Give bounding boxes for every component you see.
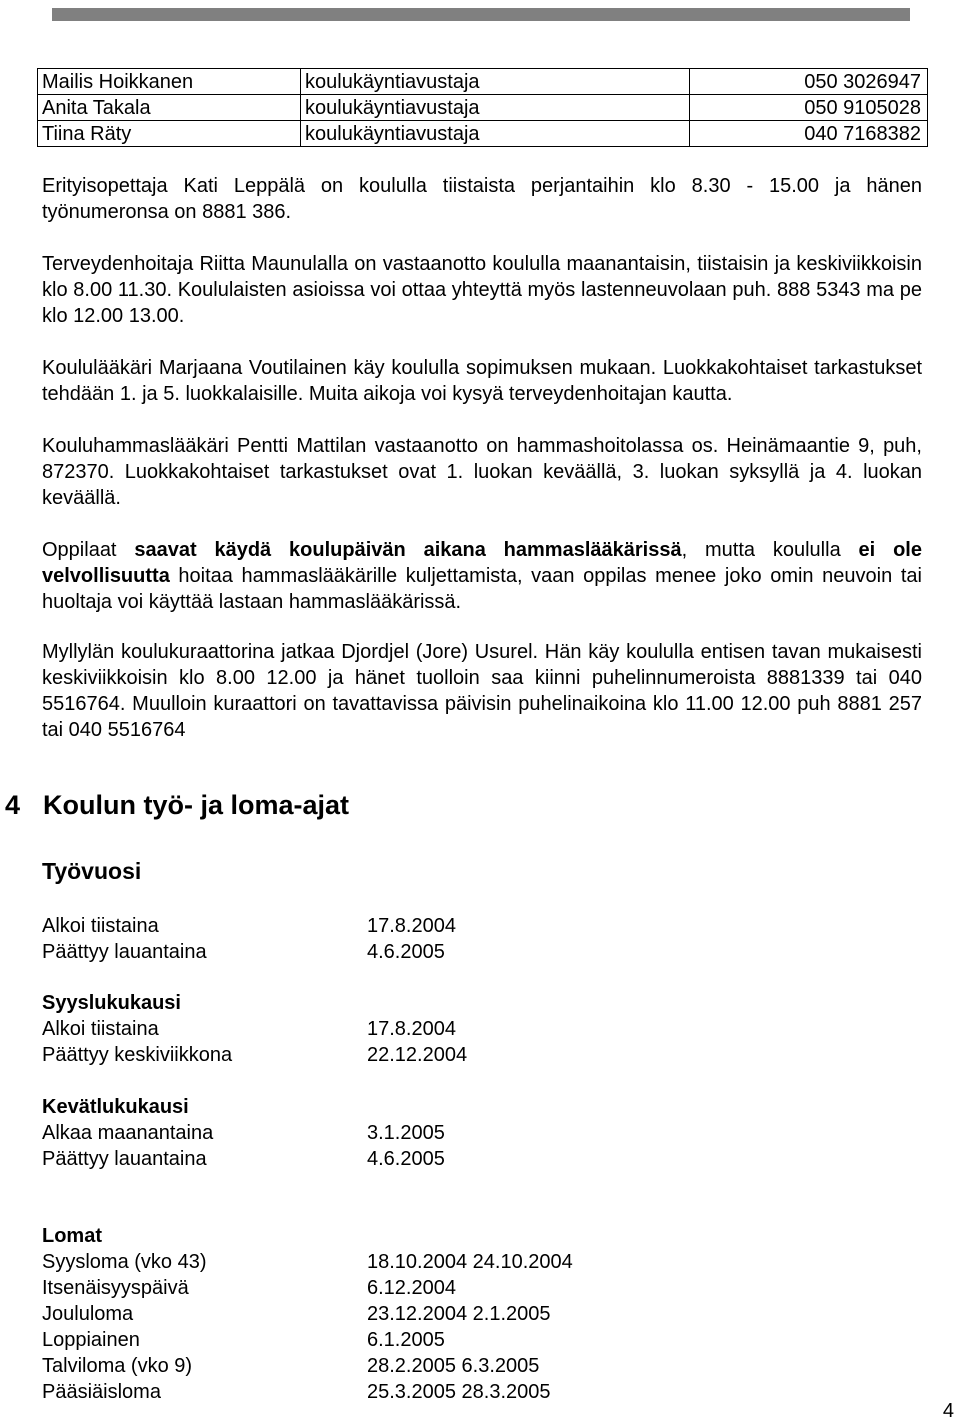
- section-heading: [5, 790, 349, 821]
- list-item: [42, 913, 456, 939]
- section-number: 4: [5, 790, 21, 820]
- date-label: Joululoma: [42, 1303, 134, 1325]
- list-item: [42, 939, 456, 965]
- holidays-list: [42, 1223, 573, 1405]
- list-item: [42, 1301, 573, 1327]
- list-item: [42, 1327, 573, 1353]
- date-value: 25.3.2005 28.3.2005: [367, 1381, 551, 1403]
- staff-table: [37, 68, 928, 147]
- text-span: Oppilaat: [42, 539, 135, 561]
- staff-role: koulukäyntiavustaja: [301, 121, 690, 147]
- staff-role: koulukäyntiavustaja: [301, 95, 690, 121]
- list-item: [42, 1120, 445, 1146]
- staff-phone: 050 3026947: [690, 69, 928, 95]
- date-value: 17.8.2004: [367, 915, 456, 937]
- paragraph-dental-visits: [42, 537, 922, 615]
- date-label: Päättyy lauantaina: [42, 941, 207, 963]
- date-value: 4.6.2005: [367, 1148, 445, 1170]
- table-row: [38, 121, 928, 147]
- subheading: Työvuosi: [42, 858, 142, 884]
- bold-text: ei ole velvollisuutta: [42, 539, 922, 587]
- date-label: Päättyy keskiviikkona: [42, 1044, 233, 1066]
- school-year-list: [42, 913, 456, 965]
- date-label: Päättyy lauantaina: [42, 1148, 207, 1170]
- list-item: [42, 1042, 467, 1068]
- paragraph-dentist: Kouluhammaslääkäri Pentti Mattilan vastaanotto on hammashoitolassa os. Heinämaantie 9, puh, 872370. Luokkakohtaiset tarkastukset ovat 1. luokan keväällä, 3. luokan syksyllä ja 4. luokan keväällä.: [42, 435, 922, 509]
- list-item: [42, 1146, 445, 1172]
- paragraph-doctor: Koululääkäri Marjaana Voutilainen käy koululla sopimuksen mukaan. Luokkakohtaiset tarkastukset tehdään 1. ja 5. luokkalaisille. Muita aikoja voi kysyä terveydenhoitajan kautta.: [42, 357, 922, 405]
- date-label: Alkoi tiistaina: [42, 915, 159, 937]
- bold-text: saavat käydä koulupäivän aikana hammaslääkärissä: [134, 539, 682, 561]
- date-value: 23.12.2004 2.1.2005: [367, 1303, 551, 1325]
- staff-name: Mailis Hoikkanen: [38, 69, 301, 95]
- holidays-title: Lomat: [42, 1225, 102, 1247]
- staff-name: Anita Takala: [38, 95, 301, 121]
- staff-phone: 040 7168382: [690, 121, 928, 147]
- section-title: Koulun työ- ja loma-ajat: [43, 790, 350, 820]
- spring-term-list: [42, 1094, 445, 1172]
- date-label: Pääsiäisloma: [42, 1381, 161, 1403]
- paragraph-special-teacher: Erityisopettaja Kati Leppälä on koululla tiistaista perjantaihin klo 8.30 - 15.00 ja hänen työnumeronsa on 8881 386.: [42, 175, 922, 223]
- date-label: Loppiainen: [42, 1329, 140, 1351]
- list-item: [42, 1353, 573, 1379]
- date-label: Itsenäisyyspäivä: [42, 1277, 189, 1299]
- date-label: Alkaa maanantaina: [42, 1122, 214, 1144]
- staff-phone: 050 9105028: [690, 95, 928, 121]
- list-item: [42, 1275, 573, 1301]
- list-item: [42, 1249, 573, 1275]
- autumn-term-title: Syyslukukausi: [42, 992, 181, 1014]
- date-value: 18.10.2004 24.10.2004: [367, 1251, 573, 1273]
- date-value: 4.6.2005: [367, 941, 445, 963]
- text-span: hoitaa hammaslääkärille kuljettamista, vaan oppilas menee joko omin neuvoin tai huoltaja voi käyttää lastaan hammaslääkärissä.: [42, 565, 922, 613]
- page-number: 4: [942, 1400, 954, 1422]
- date-value: 3.1.2005: [367, 1122, 445, 1144]
- date-value: 6.12.2004: [367, 1277, 456, 1299]
- date-value: 17.8.2004: [367, 1018, 456, 1040]
- autumn-term-list: [42, 990, 467, 1068]
- staff-role: koulukäyntiavustaja: [301, 69, 690, 95]
- date-value: 28.2.2005 6.3.2005: [367, 1355, 540, 1377]
- paragraph-nurse: Terveydenhoitaja Riitta Maunulalla on vastaanotto koululla maanantaisin, tiistaisin ja keskiviikkoisin klo 8.00 11.30. Koululaisten asioissa voi ottaa yhteyttä myös lastenneuvolaan puh. 888 5343 ma pe klo 12.00 13.00.: [42, 253, 922, 327]
- list-item: [42, 1379, 573, 1405]
- date-value: 6.1.2005: [367, 1329, 445, 1351]
- date-label: Alkoi tiistaina: [42, 1018, 159, 1040]
- header-bar: [52, 8, 910, 21]
- list-item: [42, 1016, 467, 1042]
- staff-name: Tiina Räty: [38, 121, 301, 147]
- text-span: , mutta koululla: [681, 539, 859, 561]
- paragraph-curator: Myllylän koulukuraattorina jatkaa Djordjel (Jore) Usurel. Hän käy koululla entisen tavan mukaisesti keskiviikkoisin klo 8.00 12.00 ja hänet tuolloin saa kiinni puhelinnumeroista 8881339 tai 040 5516764. Muulloin kuraattori on tavattavissa päivisin puhelinaikoina klo 11.00 12.00 puh 8881 257 tai 040 5516764: [42, 641, 922, 741]
- table-row: [38, 69, 928, 95]
- spring-term-title: Kevätlukukausi: [42, 1096, 189, 1118]
- table-row: [38, 95, 928, 121]
- date-label: Syysloma (vko 43): [42, 1251, 207, 1273]
- date-label: Talviloma (vko 9): [42, 1355, 193, 1377]
- date-value: 22.12.2004: [367, 1044, 468, 1066]
